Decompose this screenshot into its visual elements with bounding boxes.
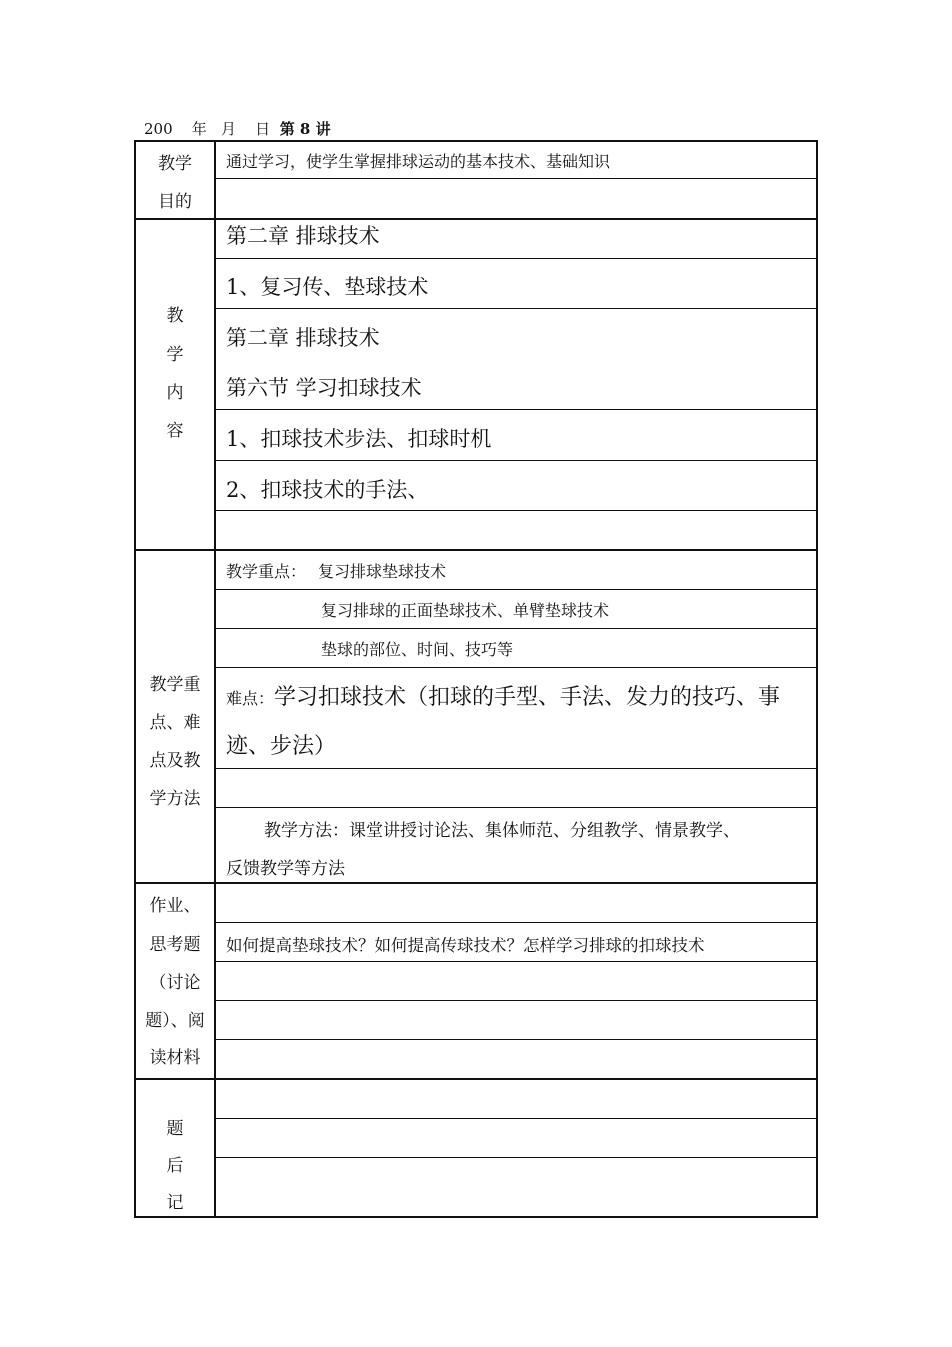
keypoints-label-line: 学方法	[149, 789, 201, 809]
content-label-char: 学	[166, 345, 184, 365]
homework-label-line: 读材料	[149, 1048, 201, 1068]
content-item: 1、扣球技术步法、扣球时机	[226, 427, 492, 451]
row-divider	[215, 961, 818, 962]
focus-line-2: 复习排球的正面垫球技术、单臂垫球技术	[321, 601, 610, 620]
section-divider	[134, 549, 818, 551]
content-chapter-title: 第二章 排球技术	[226, 326, 380, 350]
lesson-plan-table	[134, 140, 818, 1218]
row-divider	[215, 628, 818, 629]
focus-line	[226, 559, 446, 582]
row-divider	[215, 1039, 818, 1040]
row-divider	[215, 589, 818, 590]
keypoints-label-line: 点、难	[149, 713, 201, 733]
header-year-unit: 年	[191, 120, 207, 138]
keypoints-label-line: 点及教	[149, 751, 201, 771]
homework-label-line: （讨论	[149, 973, 201, 993]
content-item: 1、复习传、垫球技术	[226, 275, 429, 299]
header-day-unit: 日	[255, 120, 271, 138]
content-section-title: 第六节 学习扣球技术	[226, 376, 422, 400]
header-lecture: 第 8 讲	[279, 120, 331, 138]
objective-label-line: 教学	[158, 154, 192, 174]
row-divider	[215, 258, 818, 259]
keypoints-label-line: 教学重	[149, 675, 201, 695]
homework-label-line: 题）、阅	[145, 1011, 205, 1031]
row-divider	[215, 922, 818, 923]
row-divider	[215, 1000, 818, 1001]
postscript-label-char: 题	[166, 1119, 184, 1139]
row-divider	[215, 768, 818, 769]
header-year: 200	[144, 120, 173, 138]
content-label-char: 容	[166, 421, 184, 441]
postscript-label-char: 记	[166, 1193, 184, 1213]
row-divider	[215, 409, 818, 410]
lecture-header	[144, 118, 331, 139]
content-label-char: 内	[166, 383, 184, 403]
homework-label-line: 作业、	[149, 896, 201, 916]
row-divider	[215, 1118, 818, 1119]
difficulty-line	[226, 680, 780, 711]
row-divider	[215, 178, 818, 179]
focus-line-3: 垫球的部位、时间、技巧等	[321, 640, 514, 659]
objective-label-line: 目的	[158, 192, 192, 212]
difficulty-label: 难点：	[226, 689, 275, 708]
table-column-divider	[214, 140, 216, 1218]
section-divider	[134, 882, 818, 884]
row-divider	[215, 1157, 818, 1158]
row-divider	[215, 460, 818, 461]
method-line-2: 反馈教学等方法	[226, 859, 345, 879]
focus-label: 教学重点：	[226, 562, 307, 581]
row-divider	[215, 667, 818, 668]
objective-text: 通过学习，使学生掌握排球运动的基本技术、基础知识	[226, 152, 611, 171]
row-divider	[215, 807, 818, 808]
difficulty-text: 学习扣球技术（扣球的手型、手法、发力的技巧、事	[274, 685, 781, 710]
content-label-char: 教	[166, 306, 184, 326]
row-divider	[215, 308, 818, 309]
section-divider	[134, 1078, 818, 1080]
row-divider	[215, 510, 818, 511]
content-item: 2、扣球技术的手法、	[226, 478, 429, 502]
difficulty-line-2: 迹、步法）	[226, 734, 337, 759]
header-month-unit: 月	[221, 120, 237, 138]
homework-label-line: 思考题	[149, 935, 201, 955]
postscript-label-char: 后	[166, 1156, 184, 1176]
method-line-1: 教学方法：课堂讲授讨论法、集体师范、分组教学、情景教学、	[264, 821, 740, 841]
content-chapter-title: 第二章 排球技术	[226, 224, 380, 248]
homework-text: 如何提高垫球技术？如何提高传球技术？怎样学习排球的扣球技术	[226, 936, 705, 955]
focus-text: 复习排球垫球技术	[318, 562, 447, 581]
